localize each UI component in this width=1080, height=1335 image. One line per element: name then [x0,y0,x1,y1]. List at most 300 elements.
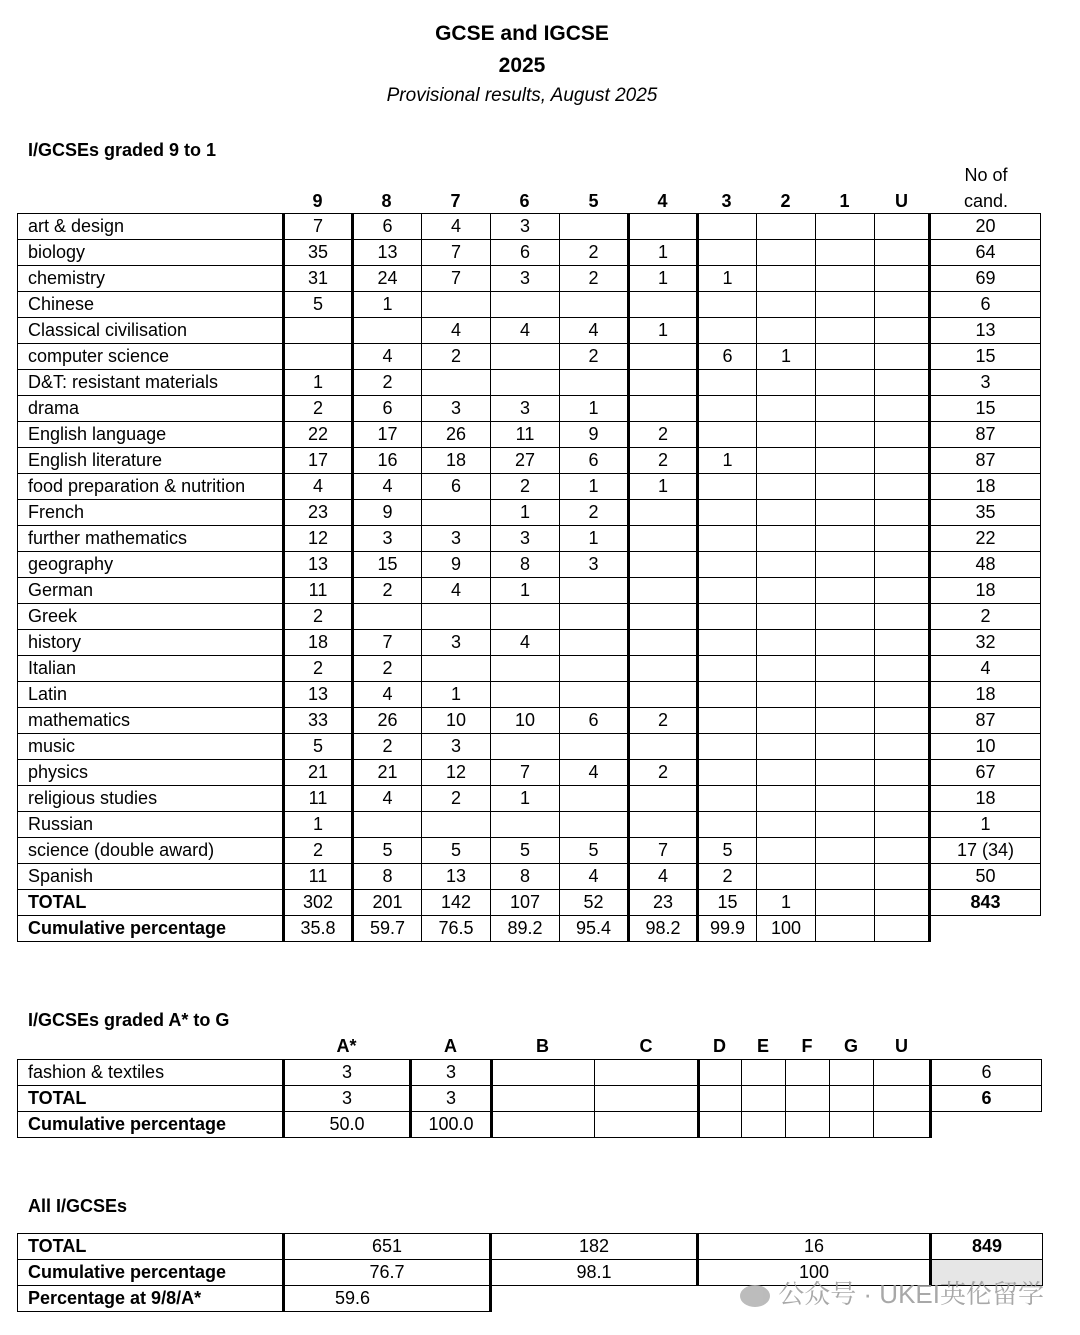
table-row [18,1086,1042,1112]
grade-cell [629,552,698,578]
grade-cell [629,578,698,604]
grade-cell [742,1086,786,1112]
cand-cell: 18 [930,474,1041,500]
cand-cell: 4 [930,656,1041,682]
grade-cell: 1 [560,526,629,552]
grade-cell: 8 [353,864,422,890]
grade-cell: 3 [422,526,491,552]
table-row [18,630,1041,656]
grade-cell: 1 [560,474,629,500]
grade-cell: 1 [698,266,757,292]
grade-cell: 5 [560,838,629,864]
cand-cell: 20 [930,214,1041,240]
grade-cell [816,240,875,266]
grade-cell [560,812,629,838]
cand-cell: 18 [930,682,1041,708]
grade-cell: 95.4 [560,916,629,942]
grade-cell [698,760,757,786]
cell: 76.7 [284,1260,491,1286]
row-label: Latin [18,682,284,708]
grade-cell [560,682,629,708]
cell: 16 [698,1234,931,1260]
row-label: TOTAL [18,890,284,916]
grade-cell [742,1112,786,1138]
grade-cell: 2 [629,422,698,448]
grade-cell: 1 [491,578,560,604]
grade-cell [422,656,491,682]
cand-cell: 843 [930,890,1041,916]
grade-cell: 7 [353,630,422,656]
grade-cell [757,630,816,656]
watermark-text: 公众号 · UKEI英伦留学 [778,1279,1044,1309]
grade-cell [422,370,491,396]
grade-cell [757,656,816,682]
grade-cell: 1 [284,370,353,396]
grade-cell [698,552,757,578]
grade-cell [875,500,930,526]
grade-cell [629,370,698,396]
row-label: German [18,578,284,604]
grade-cell: 1 [629,474,698,500]
grade-cell [830,1060,874,1086]
grade-cell: 3 [422,734,491,760]
cand-cell: 67 [930,760,1041,786]
grade-cell: 4 [491,318,560,344]
grade-cell [757,760,816,786]
grade-cell: 35 [284,240,353,266]
grade-cell [698,240,757,266]
grade-cell [698,500,757,526]
grade-cell [757,318,816,344]
grade-cell [629,656,698,682]
cand-cell: 6 [931,1060,1042,1086]
grade-cell [757,708,816,734]
row-label: Spanish [18,864,284,890]
table-row [18,500,1041,526]
grade-cell [629,344,698,370]
grade-header: 1 [839,191,850,211]
grade-cell [284,318,353,344]
grade-cell [786,1060,830,1086]
grade-cell [629,214,698,240]
row-label: music [18,734,284,760]
grade-cell: 3 [422,396,491,422]
grade-cell [698,656,757,682]
grade-header: G [843,1036,858,1056]
grade-cell [875,344,930,370]
grade-header: U [895,191,908,211]
table-row [18,552,1041,578]
grade-cell: 4 [560,318,629,344]
grade-cell [875,292,930,318]
grade-cell [491,734,560,760]
document-title: GCSE and IGCSE [435,22,609,45]
grade-cell: 1 [491,500,560,526]
grade-cell: 76.5 [422,916,491,942]
grade-cell: 4 [629,864,698,890]
grade-cell [629,786,698,812]
grade-cell: 23 [629,890,698,916]
section-heading-a-star-to-g: I/GCSEs graded A* to G [28,1010,230,1030]
grade-cell [595,1060,699,1086]
grade-cell: 1 [629,266,698,292]
grade-cell: 1 [284,812,353,838]
grade-cell: 4 [422,578,491,604]
grade-header: D [713,1036,726,1056]
grade-cell: 1 [757,344,816,370]
grade-cell: 50.0 [284,1112,411,1138]
grade-cell [629,812,698,838]
grade-cell [560,370,629,396]
row-label: Percentage at 9/8/A* [18,1286,284,1312]
grade-cell [875,396,930,422]
grade-cell [353,812,422,838]
grade-cell: 2 [560,500,629,526]
table-row [18,318,1041,344]
grade-cell [698,812,757,838]
grade-cell: 3 [422,630,491,656]
watermark [740,1274,1044,1311]
grade-cell [560,292,629,318]
table-row [18,682,1041,708]
grade-cell: 11 [284,864,353,890]
grade-cell: 3 [491,526,560,552]
grade-cell: 22 [284,422,353,448]
grade-cell [874,1086,931,1112]
grade-cell: 8 [491,552,560,578]
grade-cell [816,526,875,552]
grade-cell [816,552,875,578]
grade-cell: 10 [422,708,491,734]
grade-cell: 2 [353,578,422,604]
grade-cell [816,760,875,786]
grade-cell: 142 [422,890,491,916]
grade-header: 3 [721,191,732,211]
row-label: French [18,500,284,526]
grade-cell [757,864,816,890]
cand-cell: 18 [930,578,1041,604]
row-label: computer science [18,344,284,370]
grade-cell: 18 [422,448,491,474]
grade-cell [875,890,930,916]
cand-cell: 87 [930,708,1041,734]
grade-cell: 2 [284,838,353,864]
grade-cell: 4 [491,630,560,656]
row-label: English language [18,422,284,448]
grade-cell [699,1060,742,1086]
table-row [18,890,1041,916]
grade-cell: 17 [284,448,353,474]
grade-cell: 89.2 [491,916,560,942]
grade-cell: 98.2 [629,916,698,942]
table-row [18,266,1041,292]
row-label: religious studies [18,786,284,812]
grade-cell: 2 [629,760,698,786]
table-row [18,214,1041,240]
grade-cell [875,708,930,734]
grade-cell [698,708,757,734]
row-label: chemistry [18,266,284,292]
grade-header: 6 [519,191,530,211]
grade-cell [699,1112,742,1138]
table-row [18,1112,1042,1138]
grade-cell [757,812,816,838]
grade-cell [875,318,930,344]
grade-cell: 7 [629,838,698,864]
grade-cell: 12 [422,760,491,786]
grade-cell: 6 [422,474,491,500]
grade-cell [629,292,698,318]
grade-cell: 4 [353,786,422,812]
grade-cell: 16 [353,448,422,474]
wechat-icon [740,1285,770,1307]
grade-cell: 5 [353,838,422,864]
grade-cell: 9 [560,422,629,448]
grade-cell [875,786,930,812]
table-row [18,526,1041,552]
grade-header: 9 [312,191,323,211]
grade-cell: 11 [284,578,353,604]
grade-cell [816,318,875,344]
table-row [18,292,1041,318]
grade-header: A* [336,1036,357,1056]
grade-cell [875,214,930,240]
grade-cell: 4 [353,344,422,370]
grade-cell [491,682,560,708]
grade-cell: 1 [491,786,560,812]
grade-cell [757,734,816,760]
results-table-a-star-to-g [17,1059,1042,1138]
cand-cell: 2 [930,604,1041,630]
table-row [18,786,1041,812]
grade-cell [698,396,757,422]
table-row [18,422,1041,448]
grade-cell: 13 [353,240,422,266]
grade-cell: 7 [284,214,353,240]
grade-header: 2 [780,191,791,211]
grade-cell: 3 [560,552,629,578]
grade-cell: 1 [629,318,698,344]
grade-cell [816,916,875,942]
grade-cell: 6 [353,396,422,422]
grade-cell [816,266,875,292]
grade-cell [491,604,560,630]
table-row [18,838,1041,864]
grade-cell: 3 [284,1086,411,1112]
grade-cell [875,526,930,552]
grade-cell: 35.8 [284,916,353,942]
row-label: drama [18,396,284,422]
grade-cell: 26 [353,708,422,734]
grade-cell [830,1086,874,1112]
grade-cell [595,1112,699,1138]
grade-cell [816,864,875,890]
cand-cell: 10 [930,734,1041,760]
grade-cell [874,1060,931,1086]
grade-cell [422,500,491,526]
grade-cell [698,214,757,240]
grade-cell: 26 [422,422,491,448]
grade-cell: 3 [491,396,560,422]
grade-cell [816,734,875,760]
grade-cell [491,370,560,396]
grade-cell [742,1060,786,1086]
grade-cell: 2 [491,474,560,500]
grade-cell [816,786,875,812]
grade-cell [875,448,930,474]
row-label: Classical civilisation [18,318,284,344]
cand-cell: 13 [930,318,1041,344]
grade-cell [698,318,757,344]
grade-cell [699,1086,742,1112]
grade-cell: 1 [698,448,757,474]
grade-cell [875,552,930,578]
cand-cell: 22 [930,526,1041,552]
grade-cell [560,214,629,240]
grade-cell: 3 [491,214,560,240]
grade-cell: 17 [353,422,422,448]
grade-cell: 24 [353,266,422,292]
grade-cell [875,864,930,890]
grade-cell: 12 [284,526,353,552]
grade-cell: 7 [491,760,560,786]
grade-cell [875,474,930,500]
grade-cell: 8 [491,864,560,890]
grade-cell: 18 [284,630,353,656]
grade-cell [816,500,875,526]
grade-cell [816,656,875,682]
table-row [18,760,1041,786]
grade-cell: 2 [284,656,353,682]
grade-cell [875,604,930,630]
grade-cell [284,344,353,370]
grade-cell: 2 [698,864,757,890]
grade-cell: 11 [284,786,353,812]
grade-cell [816,344,875,370]
table-row [18,578,1041,604]
grade-cell [757,448,816,474]
grade-cell [875,734,930,760]
grade-cell [816,890,875,916]
grade-cell [353,318,422,344]
table-row [18,474,1041,500]
grade-cell [560,630,629,656]
grade-cell [875,760,930,786]
row-label: mathematics [18,708,284,734]
cand-cell: 50 [930,864,1041,890]
grade-cell [816,682,875,708]
table-row [18,916,1041,942]
cand-cell: 69 [930,266,1041,292]
grade-cell [757,240,816,266]
grade-cell: 7 [422,266,491,292]
grade-cell [816,396,875,422]
grade-cell: 100 [757,916,816,942]
grade-cell [875,630,930,656]
grade-cell [629,630,698,656]
grade-cell: 21 [284,760,353,786]
cand-cell: 87 [930,422,1041,448]
cand-cell: 32 [930,630,1041,656]
row-label: D&T: resistant materials [18,370,284,396]
cand-cell: 48 [930,552,1041,578]
table-row [18,240,1041,266]
grade-cell [492,1112,595,1138]
grade-cell [816,812,875,838]
grade-cell [875,422,930,448]
grade-cell [560,604,629,630]
grade-cell [698,526,757,552]
grade-cell: 21 [353,760,422,786]
cand-header-line2: cand. [963,191,1009,211]
grade-cell [874,1112,931,1138]
row-label: English literature [18,448,284,474]
row-label: biology [18,240,284,266]
cand-cell: 6 [930,292,1041,318]
row-label: Russian [18,812,284,838]
grade-cell [757,214,816,240]
section-heading-9-to-1: I/GCSEs graded 9 to 1 [28,140,217,160]
grade-cell: 2 [629,448,698,474]
grade-cell [875,370,930,396]
grade-cell: 4 [560,760,629,786]
table-row [18,812,1041,838]
grade-cell [757,786,816,812]
cell: 182 [491,1234,698,1260]
grade-cell [875,240,930,266]
grade-cell: 4 [284,474,353,500]
row-label: Italian [18,656,284,682]
grade-cell [816,292,875,318]
grade-cell: 10 [491,708,560,734]
cand-cell: 15 [930,344,1041,370]
grade-cell [698,682,757,708]
grade-cell: 5 [284,734,353,760]
grade-cell: 3 [284,1060,411,1086]
grade-cell: 33 [284,708,353,734]
row-label: further mathematics [18,526,284,552]
grade-cell: 3 [411,1060,492,1086]
grade-cell [875,682,930,708]
grade-cell: 27 [491,448,560,474]
cand-cell: 15 [930,396,1041,422]
grade-cell [629,604,698,630]
grade-cell: 13 [422,864,491,890]
table-row [18,1234,1043,1260]
grade-cell [491,812,560,838]
grade-header: 8 [381,191,392,211]
grade-cell [757,396,816,422]
grade-cell [491,344,560,370]
grade-cell [560,656,629,682]
grade-cell [757,474,816,500]
grade-header: 5 [588,191,599,211]
cand-cell: 87 [930,448,1041,474]
table-row [18,864,1041,890]
grade-cell [492,1060,595,1086]
grade-cell: 2 [353,370,422,396]
grade-cell: 2 [284,396,353,422]
grade-cell [422,812,491,838]
grade-cell [560,578,629,604]
cand-cell: 18 [930,786,1041,812]
grade-cell [757,604,816,630]
cand-cell: 17 (34) [930,838,1041,864]
grade-cell [560,786,629,812]
row-label: Cumulative percentage [18,916,284,942]
grade-cell: 5 [422,838,491,864]
grade-cell: 201 [353,890,422,916]
